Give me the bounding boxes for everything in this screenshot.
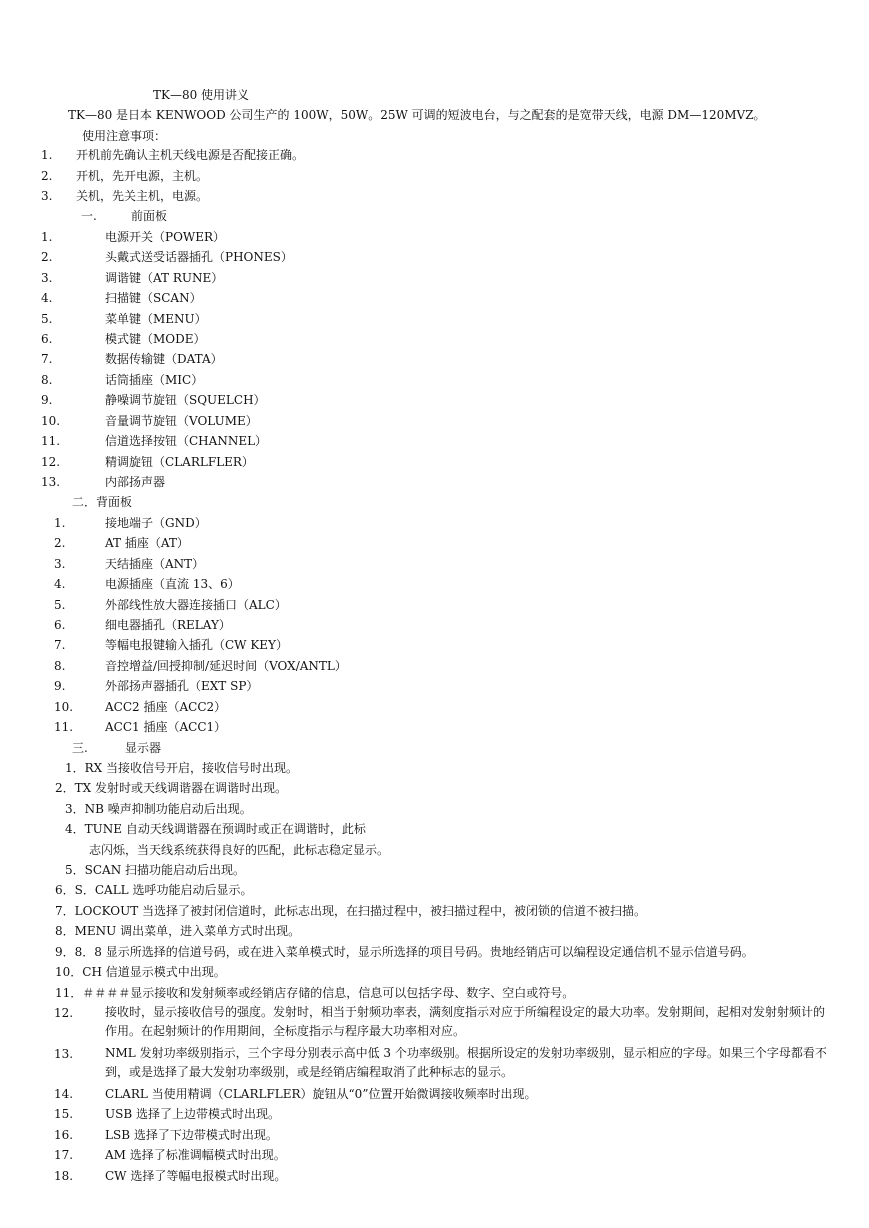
item-number: 16. [54, 1128, 74, 1142]
intro-paragraph: TK—80 是日本 KENWOOD 公司生产的 100W，50W。25W 可调的短波电台，与之配套的是宽带天线，电源 DM—120MVZ。 [68, 108, 766, 122]
item-number: 6. [54, 618, 66, 632]
item-text: 外部扬声器插孔（EXT SP） [105, 679, 259, 693]
item-number: 11. [54, 720, 74, 734]
list-item-continuation: 志闪烁，当天线系统获得良好的匹配，此标志稳定显示。 [89, 843, 390, 857]
notes-heading: 使用注意事项： [82, 129, 167, 143]
item-text-wrapped [105, 1044, 830, 1082]
list-item: 3．NB 噪声抑制功能启动后出现。 [65, 802, 252, 816]
heading-text: 前面板 [131, 209, 168, 223]
item-text: 话筒插座（MIC） [105, 373, 204, 387]
list-item: 8．MENU 调出菜单，进入菜单方式时出现。 [55, 924, 301, 938]
item-text: 菜单键（MENU） [105, 312, 207, 326]
item-number: 17. [54, 1148, 74, 1162]
item-text: 细电器插孔（RELAY） [105, 618, 231, 632]
item-number: 8. [54, 659, 66, 673]
item-text: 扫描键（SCAN） [105, 291, 202, 305]
item-text: 电源开关（POWER） [105, 230, 226, 244]
item-number: 1. [54, 516, 66, 530]
list-item: 6．S．CALL 选呼功能启动后显示。 [55, 883, 253, 897]
item-number: 3. [41, 189, 53, 203]
item-text: 电源插座（直流 13、6） [105, 577, 240, 591]
item-number: 10. [54, 700, 74, 714]
item-number: 15. [54, 1107, 74, 1121]
list-item: 9．8．8 显示所选择的信道号码，或在进入菜单模式时，显示所选择的项目号码。贵地经销店可以编程设定通信机不显示信道号码。 [55, 945, 754, 959]
item-text: 静噪调节旋钮（SQUELCH） [105, 393, 266, 407]
item-number: 13. [54, 1047, 74, 1061]
item-number: 9. [54, 679, 66, 693]
item-text: 调谐键（AT RUNE） [105, 271, 224, 285]
list-item: 10．CH 信道显示模式中出现。 [55, 965, 226, 979]
item-text: CW 选择了等幅电报模式时出现。 [105, 1169, 287, 1183]
list-item: 11．＃＃＃＃显示接收和发射频率或经销店存储的信息，信息可以包括字母、数字、空白或符号。 [55, 986, 575, 1000]
item-text: 信道选择按钮（CHANNEL） [105, 434, 268, 448]
item-number: 10. [41, 414, 61, 428]
item-number: 3. [54, 557, 66, 571]
item-text: 关机，先关主机，电源。 [76, 189, 209, 203]
item-number: 14. [54, 1087, 74, 1101]
list-item: 5．SCAN 扫描功能启动后出现。 [65, 863, 246, 877]
item-number: 3. [41, 271, 53, 285]
item-number: 1. [41, 230, 53, 244]
item-text: 接收时，显示接收信号的强度。发射时，相当于射频功率表，满刻度指示对应于所编程设定的最大功率。发射期间，起相对发射射频计的作用。在起射频计的作用期间，全标度指示与程序最大功率相对应。 [105, 1005, 826, 1038]
item-text: 外部线性放大器连接插口（ALC） [105, 598, 287, 612]
heading-number: 三. [72, 741, 88, 755]
item-text: 开机，先开电源，主机。 [76, 169, 209, 183]
item-number: 4. [54, 577, 66, 591]
item-text: ACC1 插座（ACC1） [105, 720, 227, 734]
item-number: 2. [41, 250, 53, 264]
item-number: 9. [41, 393, 53, 407]
item-text: LSB 选择了下边带模式时出现。 [105, 1128, 278, 1142]
item-number: 11. [41, 434, 61, 448]
item-number: 6. [41, 332, 53, 346]
heading-number: 一. [81, 209, 97, 223]
item-number: 2. [41, 169, 53, 183]
item-text: 等幅电报键输入插孔（CW KEY） [105, 638, 288, 652]
item-text: ACC2 插座（ACC2） [105, 700, 227, 714]
item-number: 5. [41, 312, 53, 326]
list-item: 2．TX 发射时或天线调谐器在调谐时出现。 [55, 781, 287, 795]
item-text: USB 选择了上边带模式时出现。 [105, 1107, 280, 1121]
item-text-wrapped [105, 1003, 830, 1041]
doc-title: TK—80 使用讲义 [153, 88, 250, 102]
item-text: 音控增益/回授抑制/延迟时间（VOX/ANTL） [105, 659, 347, 673]
item-text: 天结插座（ANT） [105, 557, 205, 571]
item-text: CLARL 当使用精调（CLARLFLER）旋钮从“0”位置开始微调接收频率时出现。 [105, 1087, 537, 1101]
item-number: 7. [41, 352, 53, 366]
list-item: 4．TUNE 自动天线调谐器在预调时或正在调谐时，此标 [65, 822, 366, 836]
item-number: 18. [54, 1169, 74, 1183]
item-text: NML 发射功率级别指示，三个字母分别表示高中低 3 个功率级别。根据所设定的发射功率级别，显示相应的字母。如果三个字母都看不到，或是选择了最大发射功率级别，或是经销店编程取消了此种标志的显示。 [105, 1046, 827, 1079]
item-number: 4. [41, 291, 53, 305]
item-number: 2. [54, 536, 66, 550]
item-number: 12. [41, 455, 61, 469]
item-number: 7. [54, 638, 66, 652]
heading-text: 显示器 [125, 741, 162, 755]
section-heading-rear: 二．背面板 [72, 495, 133, 509]
item-number: 5. [54, 598, 66, 612]
item-number: 13. [41, 475, 61, 489]
item-text: 开机前先确认主机天线电源是否配接正确。 [76, 148, 305, 162]
item-text: 音量调节旋钮（VOLUME） [105, 414, 258, 428]
item-text: AM 选择了标准调幅模式时出现。 [105, 1148, 286, 1162]
item-text: 模式键（MODE） [105, 332, 206, 346]
item-number: 12. [54, 1006, 74, 1020]
item-text: 接地端子（GND） [105, 516, 207, 530]
item-text: AT 插座（AT） [105, 536, 189, 550]
item-number: 8. [41, 373, 53, 387]
item-text: 数据传输键（DATA） [105, 352, 223, 366]
item-text: 精调旋钮（CLARLFLER） [105, 455, 254, 469]
item-text: 头戴式送受话器插孔（PHONES） [105, 250, 293, 264]
item-number: 1. [41, 148, 53, 162]
list-item: 1．RX 当接收信号开启，接收信号时出现。 [65, 761, 299, 775]
list-item: 7．LOCKOUT 当选择了被封闭信道时，此标志出现，在扫描过程中，被扫描过程中，被闭锁的信道不被扫描。 [55, 904, 647, 918]
item-text: 内部扬声器 [105, 475, 166, 489]
